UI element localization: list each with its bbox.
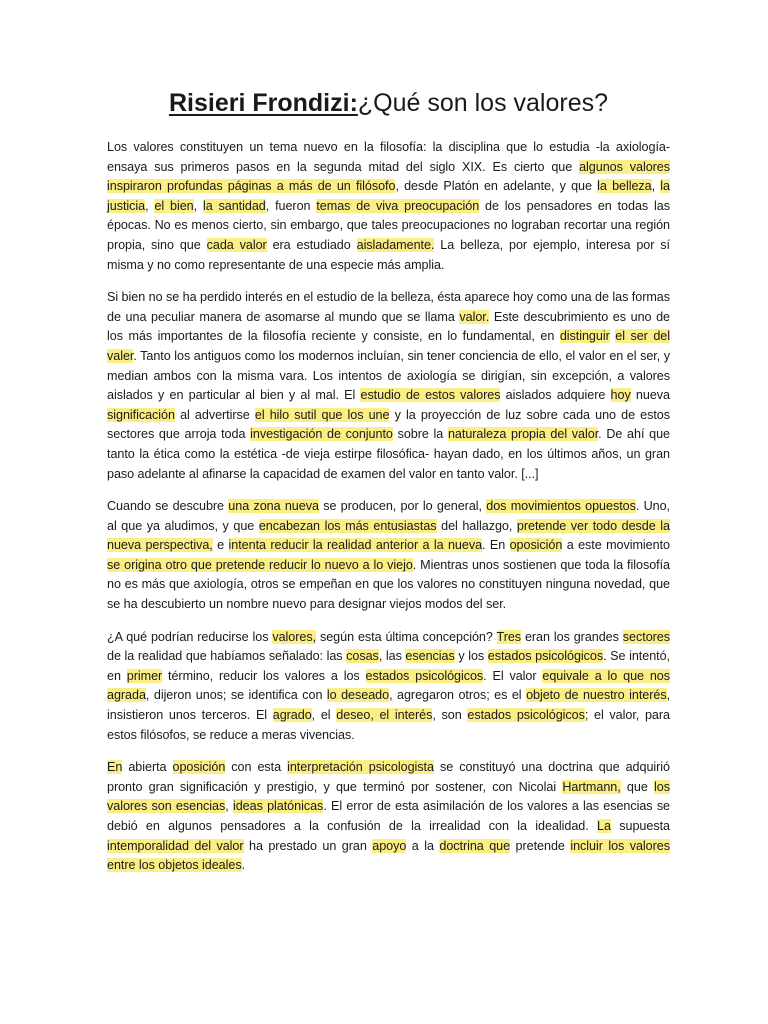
- highlighted-text: interpretación psicologista: [287, 760, 434, 775]
- text-run: supuesta: [610, 819, 670, 833]
- text-run: , dijeron unos; se identifica con: [145, 688, 327, 703]
- highlighted-text: el ser del valer: [107, 329, 670, 363]
- text-run: según esta última concepción?: [316, 629, 497, 644]
- highlighted-text: oposición: [172, 760, 226, 775]
- highlighted-text: estudio de estos valores: [360, 388, 501, 403]
- paragraph: [107, 628, 670, 746]
- text-run: . Mientras unos sostienen que toda la filosofía no es más que axiología, otros se empeñan en que los valores no constituyen ninguna novedad, que se ha descubierto un nombre nuevo para designar viejos modos del ser.: [107, 557, 670, 612]
- highlighted-text: cada valor: [206, 237, 267, 252]
- highlighted-text: los valores son esencias: [107, 779, 670, 814]
- text-run: Si bien no se ha perdido interés en el estudio de la belleza, ésta aparece hoy como una de las formas de una peculiar manera de asomarse al mundo que se llama: [107, 290, 670, 324]
- text-run: ; el valor, para estos filósofos, se reduce a meras vivencias.: [107, 708, 670, 742]
- highlighted-text: distinguir: [559, 329, 610, 344]
- highlighted-text: Hartmann,: [562, 779, 621, 794]
- text-run: ,: [651, 179, 661, 194]
- document-title: [107, 88, 670, 118]
- text-run: y los: [454, 649, 488, 664]
- highlighted-text: agrado: [272, 708, 312, 723]
- highlighted-text: sectores: [622, 629, 670, 644]
- text-run: ,: [145, 198, 155, 213]
- highlighted-text: intemporalidad del valor: [107, 838, 244, 853]
- highlighted-text: temas de viva preocupación: [316, 198, 480, 213]
- text-run: sobre la: [392, 427, 448, 442]
- text-run: a la: [406, 838, 440, 853]
- highlighted-text: apoyo: [372, 838, 407, 853]
- highlighted-text: valor.: [459, 309, 490, 324]
- text-run: , son: [432, 708, 468, 723]
- text-run: .: [241, 858, 246, 873]
- text-run: . De ahí que tanto la ética como la estética -de vieja estirpe filosófica- hayan dado, en los últimos años, un gran paso adelante al afinarse la capacidad de examen del valor en tanto valor. [...]: [107, 427, 670, 481]
- highlighted-text: la justicia: [107, 179, 670, 213]
- highlighted-text: primer: [126, 668, 163, 683]
- text-run: ,: [193, 198, 203, 213]
- text-run: . Uno, al que ya aludimos, y que: [107, 499, 670, 533]
- text-run: La belleza, por ejemplo, interesa por sí misma y no como representante de una especie más amplia.: [107, 237, 670, 272]
- highlighted-text: hoy: [610, 388, 631, 403]
- text-run: , fueron: [265, 198, 317, 213]
- text-run: era estudiado: [266, 237, 357, 252]
- highlighted-text: objeto de nuestro interés: [526, 688, 667, 703]
- highlighted-text: el bien: [154, 198, 194, 213]
- highlighted-text: aisladamente.: [356, 237, 435, 252]
- text-run: del hallazgo,: [436, 518, 517, 533]
- text-run: , insistieron unos terceros. El: [107, 688, 671, 723]
- text-run: abierta: [122, 760, 173, 775]
- text-run: . El error de esta asimilación de los valores a las esencias se debió en algunos pensadores a la confusión de la irrealidad con la idealidad.: [107, 799, 671, 833]
- text-run: Cuando se descubre: [107, 499, 229, 514]
- highlighted-text: cosas: [346, 649, 379, 664]
- text-run: término, reducir los valores a los: [162, 668, 366, 683]
- highlighted-text: dos movimientos opuestos: [486, 499, 636, 514]
- highlighted-text: encabezan los más entusiastas: [258, 518, 437, 533]
- text-run: ha prestado un gran: [243, 838, 373, 853]
- text-run: . En: [482, 538, 510, 553]
- highlighted-text: la belleza: [597, 179, 652, 194]
- text-run: eran los grandes: [521, 629, 623, 644]
- text-run: e: [212, 538, 229, 553]
- highlighted-text: valores,: [272, 629, 317, 644]
- text-run: , las: [378, 649, 406, 664]
- highlighted-text: estados psicológicos: [467, 708, 585, 723]
- text-run: de los pensadores en todas las épocas. No es menos cierto, sin embargo, que tales preocupaciones no lograban recortar una región propia, sino que: [107, 198, 670, 252]
- text-run: que: [620, 779, 655, 794]
- text-run: . Tanto los antiguos como los modernos incluían, sin tener conciencia de ello, el valor en el ser, y median ambos con la misma vara. Los intentos de axiología se dirigían, sin excepción, a valores aislados y en particular al bien y al mal. El: [107, 348, 670, 403]
- highlighted-text: Tres: [496, 629, 522, 644]
- text-run: , desde Platón en adelante, y que: [395, 179, 598, 194]
- highlighted-text: incluir los valores entre los objetos ideales: [107, 838, 670, 873]
- text-run: a este movimiento: [562, 538, 670, 553]
- text-run: Los valores constituyen un tema nuevo en la filosofía: la disciplina que lo estudia -la axiología- ensaya sus primeros pasos en la segunda mitad del siglo XIX. Es cierto que: [107, 140, 670, 174]
- highlighted-text: estados psicológicos: [487, 649, 604, 664]
- highlighted-text: el hilo sutil que los une: [254, 407, 390, 422]
- highlighted-text: lo deseado: [326, 688, 390, 703]
- text-run: ,: [225, 799, 233, 814]
- highlighted-text: esencias: [405, 649, 455, 664]
- text-run: aislados adquiere: [500, 388, 611, 403]
- highlighted-text: se origina otro que pretende reducir lo nuevo a lo viejo: [107, 557, 413, 572]
- highlighted-text: doctrina que: [439, 838, 511, 853]
- text-run: al advertirse: [174, 407, 255, 422]
- text-run: , el: [311, 708, 337, 723]
- highlighted-text: intenta reducir la realidad anterior a la nueva: [228, 538, 483, 553]
- highlighted-text: algunos valores inspiraron profundas páginas a más de un filósofo: [107, 159, 670, 194]
- paragraph: [107, 288, 670, 484]
- text-run: , agregaron otros; es el: [389, 688, 527, 703]
- paragraph: [107, 497, 670, 615]
- highlighted-text: oposición: [509, 538, 563, 553]
- highlighted-text: significación: [107, 407, 175, 422]
- text-run: se producen, por lo general,: [318, 499, 487, 514]
- text-run: se constituyó una doctrina que adquirió pronto gran significación y prestigio, y que terminó por sostener, con Nicolai: [107, 760, 671, 794]
- highlighted-text: deseo, el interés: [336, 708, 433, 723]
- highlighted-text: ideas platónicas: [232, 799, 324, 814]
- highlighted-text: La: [597, 819, 611, 833]
- highlighted-text: naturaleza propia del valor: [447, 427, 599, 442]
- text-run: ¿A qué podrían reducirse los: [107, 629, 273, 644]
- paragraph: [107, 138, 670, 275]
- text-run: Este descubrimiento es uno de los más importantes de la filosofía reciente y consiste, en lo fundamental, en: [107, 309, 671, 344]
- title-question: ¿Qué son los valores?: [357, 89, 609, 117]
- text-run: . Se intentó, en: [107, 649, 670, 683]
- text-run: de la realidad que habíamos señalado: las: [107, 649, 347, 664]
- highlighted-text: estados psicológicos: [365, 668, 484, 683]
- text-run: pretende: [510, 838, 571, 853]
- text-run: y la proyección de luz sobre cada uno de estos sectores que arroja toda: [107, 407, 671, 442]
- highlighted-text: En: [107, 760, 123, 775]
- highlighted-text: investigación de conjunto: [250, 427, 393, 442]
- highlighted-text: equivale a lo que nos agrada: [107, 668, 670, 703]
- highlighted-text: una zona nueva: [228, 499, 319, 514]
- highlighted-text: la santidad: [202, 198, 266, 213]
- paragraph: [107, 758, 670, 876]
- text-run: . El valor: [483, 668, 543, 683]
- text-run: nueva: [630, 388, 670, 403]
- highlighted-text: pretende ver todo desde la nueva perspectiva,: [107, 518, 670, 553]
- title-author: Risieri Frondizi:: [168, 89, 358, 117]
- text-run: con esta: [225, 760, 288, 775]
